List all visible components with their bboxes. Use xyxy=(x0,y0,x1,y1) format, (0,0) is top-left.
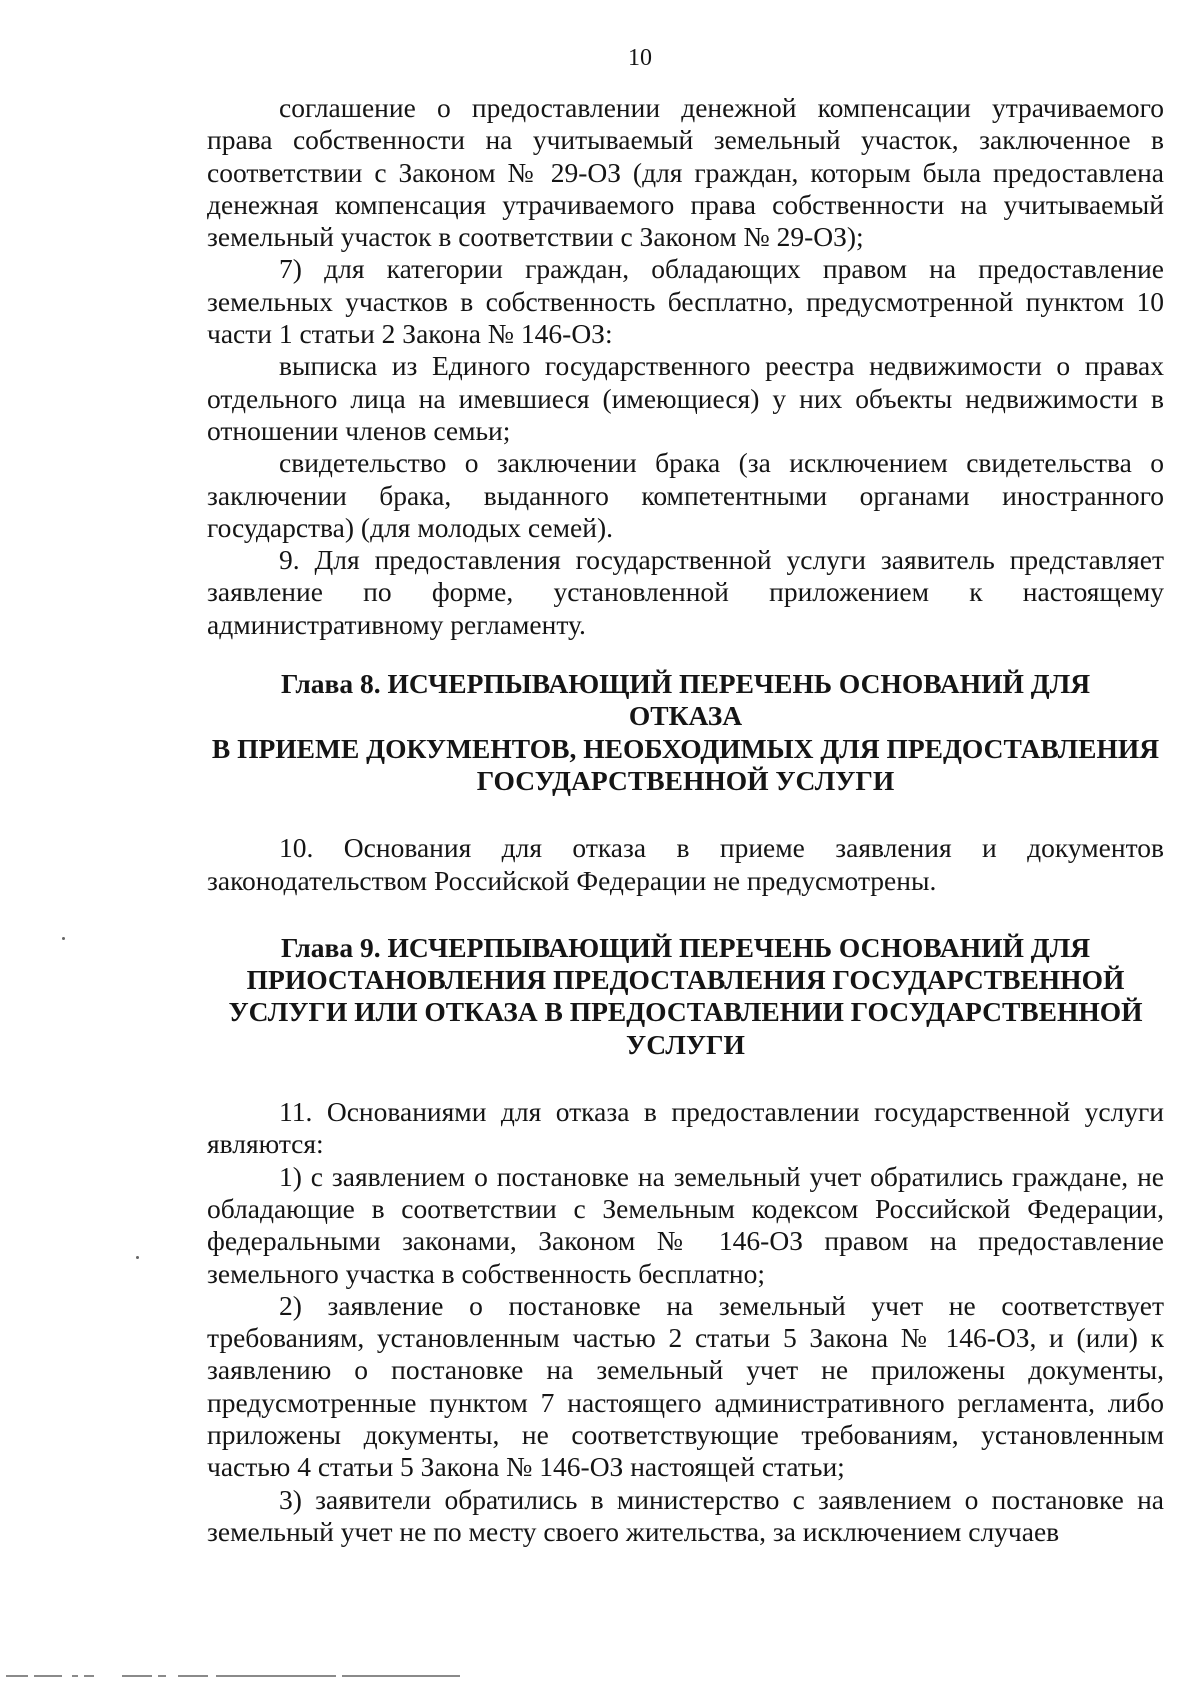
paragraph-item-11: 11. Основаниями для отказа в предоставлении государственной услуги являются: xyxy=(207,1096,1164,1160)
chapter-9-heading-line: Глава 9. ИСЧЕРПЫВАЮЩИЙ ПЕРЕЧЕНЬ ОСНОВАНИЙ ДЛЯ xyxy=(280,931,1091,963)
chapter-9-heading-line: УСЛУГИ xyxy=(626,1028,745,1060)
scan-speck xyxy=(136,1256,139,1259)
paragraph-item-9: 9. Для предоставления государственной услуги заявитель представляет заявление по форме, установленной приложением к настоящему административному регламенту. xyxy=(207,544,1164,640)
scan-artifact-line xyxy=(122,1675,152,1677)
scan-artifact-line xyxy=(72,1675,78,1677)
chapter-8-heading-line: ГОСУДАРСТВЕННОЙ УСЛУГИ xyxy=(476,764,895,796)
chapter-9-heading-line: УСЛУГИ ИЛИ ОТКАЗА В ПРЕДОСТАВЛЕНИИ ГОСУДАРСТВЕННОЙ xyxy=(228,996,1143,1028)
chapter-9-heading xyxy=(207,932,1164,1061)
scan-artifact-line xyxy=(216,1675,336,1677)
paragraph-registry-extract: выписка из Единого государственного реестра недвижимости о правах отдельного лица на имевшиеся (имеющиеся) у них объекты недвижимости в отношении членов семьи; xyxy=(207,350,1164,446)
page-number: 10 xyxy=(628,45,652,71)
paragraph-marriage-certificate: свидетельство о заключении брака (за исключением свидетельства о заключении брака, выданного компетентными органами иностранного государства) (для молодых семей). xyxy=(207,447,1164,543)
scan-speck xyxy=(62,937,65,940)
paragraph-compensation-agreement: соглашение о предоставлении денежной компенсации утрачиваемого права собственности на учитываемый земельный участок, заключенное в соответствии с Законом № 29-ОЗ (для граждан, которым была предоставлена денежная компенсация утрачиваемого права собственности на учитываемый земельный участок в соответствии с Законом № 29-ОЗ); xyxy=(207,92,1164,253)
paragraph-item-10: 10. Основания для отказа в приеме заявления и документов законодательством Российской Федерации не предусмотрены. xyxy=(207,832,1164,896)
paragraph-item-7: 7) для категории граждан, обладающих правом на предоставление земельных участков в собственность бесплатно, предусмотренной пунктом 10 части 1 статьи 2 Закона № 146-ОЗ: xyxy=(207,253,1164,350)
chapter-9-heading-line: ПРИОСТАНОВЛЕНИЯ ПРЕДОСТАВЛЕНИЯ ГОСУДАРСТВЕННОЙ xyxy=(246,964,1125,996)
scan-artifact-line xyxy=(178,1675,208,1677)
scan-artifact-line xyxy=(158,1675,166,1677)
chapter-8-heading-line: ОТКАЗА xyxy=(628,700,743,732)
chapter-8-heading-line: Глава 8. ИСЧЕРПЫВАЮЩИЙ ПЕРЕЧЕНЬ ОСНОВАНИЙ ДЛЯ xyxy=(280,668,1091,700)
chapter-8-heading-line: В ПРИЕМЕ ДОКУМЕНТОВ, НЕОБХОДИМЫХ ДЛЯ ПРЕДОСТАВЛЕНИЯ xyxy=(211,732,1160,764)
scan-artifact-line xyxy=(6,1675,28,1677)
scan-artifact-line xyxy=(342,1675,460,1677)
scan-artifact-line xyxy=(34,1675,62,1677)
scan-artifact-line xyxy=(84,1675,94,1677)
scan-edge-artifacts xyxy=(0,1675,470,1679)
paragraph-subitem-2: 2) заявление о постановке на земельный учет не соответствует требованиям, установленным частью 2 статьи 5 Закона № 146-ОЗ, и (или) к заявлению о постановке на земельный учет не приложены документы, предусмотренные пунктом 7 настоящего административного регламента, либо приложены документы, не соответствующие требованиям, установленным частью 4 статьи 5 Закона № 146-ОЗ настоящей статьи; xyxy=(207,1289,1164,1483)
chapter-8-heading xyxy=(207,668,1164,797)
document-body xyxy=(207,92,1164,1548)
paragraph-subitem-1: 1) с заявлением о постановке на земельный учет обратились граждане, не обладающие в соответствии с Земельным кодексом Российской Федерации, федеральными законами, Законом № 146-ОЗ правом на предоставление земельного участка в собственность бесплатно; xyxy=(207,1160,1164,1289)
paragraph-subitem-3: 3) заявители обратились в министерство с заявлением о постановке на земельный учет не по месту своего жительства, за исключением случаев xyxy=(207,1483,1164,1547)
